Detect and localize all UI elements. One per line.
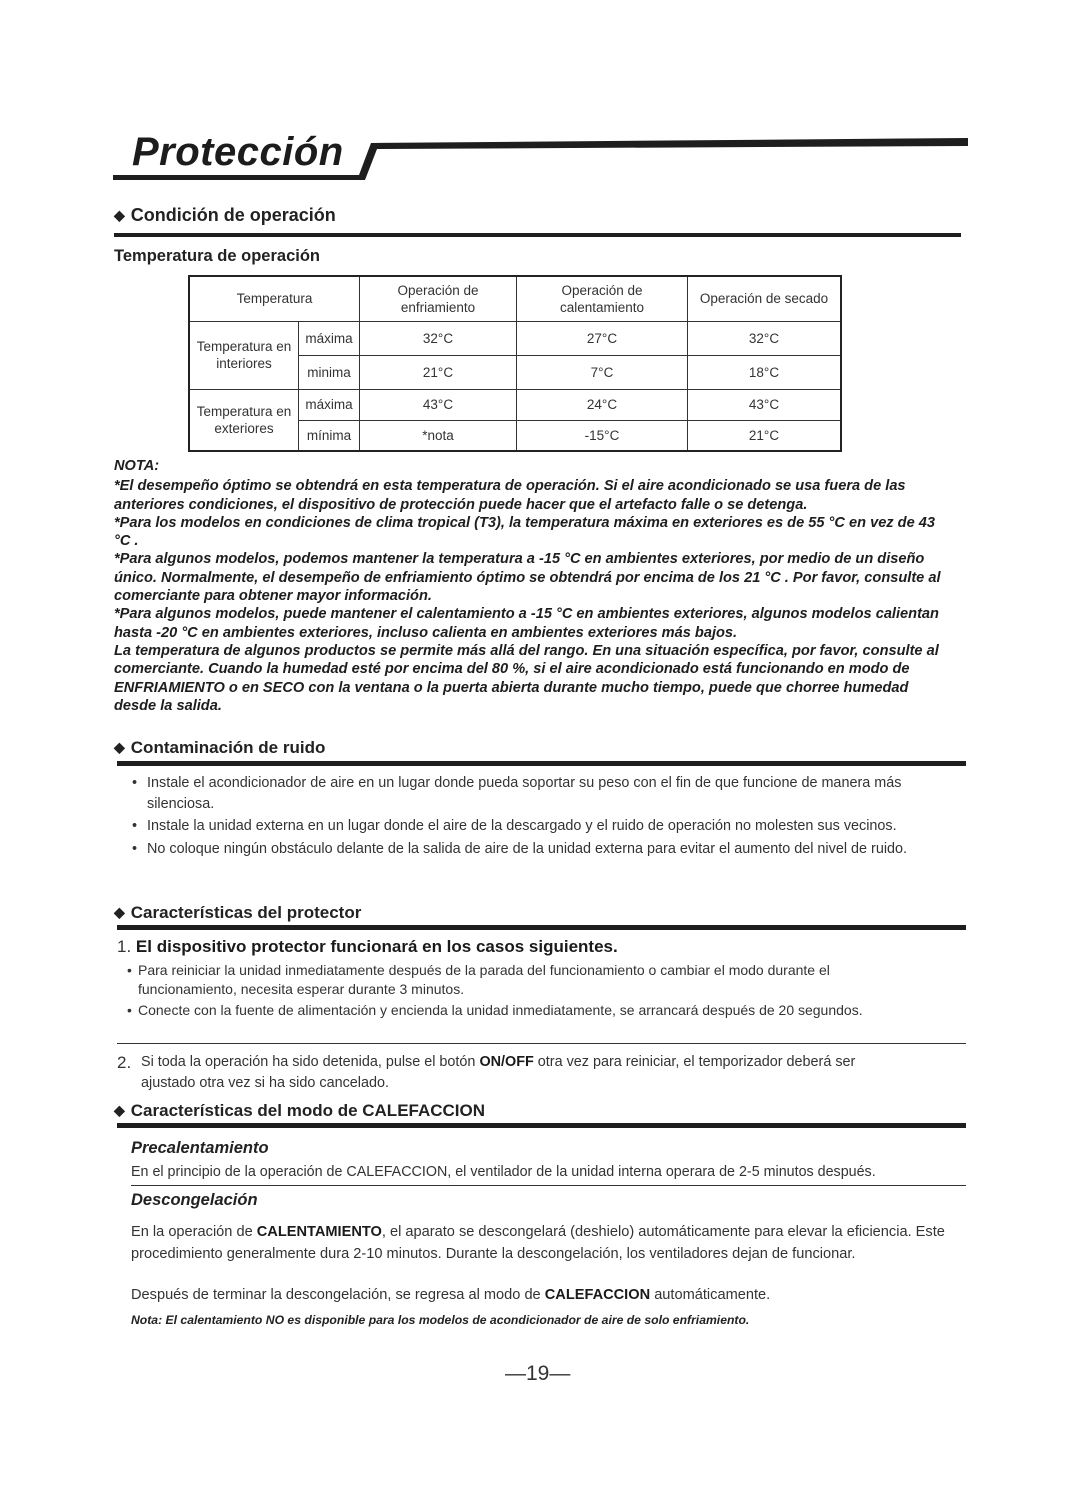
- subheading-operating-temperature: Temperatura de operación: [114, 247, 321, 265]
- dash-right: —: [549, 1362, 571, 1385]
- table-row: [189, 321, 841, 355]
- defrost-paragraph-1: [131, 1222, 946, 1265]
- item-title: El dispositivo protector funcionará en los casos siguientes.: [135, 937, 618, 956]
- page-title: Protección: [132, 130, 344, 174]
- diamond-icon: ◆: [114, 739, 125, 755]
- section-heading-text: Contaminación de ruido: [130, 738, 326, 757]
- header-cooling: [360, 276, 517, 321]
- list-item-text: Conecte con la fuente de alimentación y encienda la unidad inmediatamente, se arrancará después de 20 segundos.: [138, 1002, 863, 1018]
- header-temperature: Temperatura: [189, 276, 360, 321]
- note-item: La temperatura de algunos productos se permite más allá del rango. En una situación específica, por favor, consulte al comerciante. Cuando la humedad esté por encima del 80 %, si el aire acondicionado está funcionando en modo de ENFRIAMIENTO o en SECO con la ventana o la puerta abierta durante mucho tiempo, puede que chorree humedad desde la salida.: [114, 642, 939, 714]
- header-heating-line2: calentamiento: [559, 299, 645, 315]
- note-item: *El desempeño óptimo se obtendrá en esta temperatura de operación. Si el aire acondicionado se usa fuera de las anteriores condiciones, el dispositivo de protección puede hacer que el artefacto falle o se detenga.: [114, 478, 906, 513]
- cell-drying: 18°C: [688, 355, 842, 389]
- section-heading-heating-mode: [114, 1101, 485, 1121]
- section-divider: [117, 761, 966, 766]
- text-bold: CALEFACCION: [544, 1287, 651, 1303]
- cell-drying: 21°C: [688, 420, 842, 451]
- diamond-icon: ◆: [114, 1102, 125, 1118]
- text-fragment: , el aparato se descongelará (deshielo) automáticamente para elevar la eficiencia. Este procedimiento generalmente dura 2-10 minutos. Durante la descongelación, los ventiladores dejan de funcionar.: [131, 1224, 945, 1262]
- header-cooling-line2: enfriamiento: [400, 299, 476, 315]
- list-item-text: Instale la unidad externa en un lugar donde el aire de la descargado y el ruido de operación no molesten sus vecinos.: [147, 818, 897, 834]
- header-cooling-line1: Operación de: [397, 282, 479, 298]
- section-heading-protector: [114, 903, 361, 923]
- group-label-line2: interiores: [216, 356, 272, 371]
- table-row: [189, 389, 841, 420]
- header-drying: Operación de secado: [688, 276, 842, 321]
- row-group-label-indoor: [189, 321, 299, 389]
- text-fragment: En la operación de: [131, 1224, 257, 1240]
- section-divider: [117, 925, 966, 930]
- section-heading-text: Condición de operación: [130, 205, 336, 225]
- cell-heating: -15°C: [517, 420, 688, 451]
- note-item: *Para algunos modelos, puede mantener el calentamiento a -15 °C en ambientes exteriores, algunos modelos calientan hasta -20 °C en ambientes exteriores, incluso calienta en ambientes exteriores más bajos.: [114, 606, 939, 641]
- bullet-icon: •: [127, 962, 132, 978]
- page-number: [505, 1362, 570, 1386]
- row-label: mínima: [299, 420, 360, 451]
- group-label-line1: Temperatura en: [196, 339, 292, 354]
- row-label: minima: [299, 355, 360, 389]
- list-item: [132, 816, 932, 837]
- row-label: máxima: [299, 321, 360, 355]
- cell-heating: 24°C: [517, 389, 688, 420]
- defrost-note: Nota: El calentamiento NO es disponible para los modelos de acondicionador de aire de solo enfriamiento.: [131, 1313, 750, 1327]
- noise-list: [132, 773, 932, 861]
- diamond-icon: ◆: [114, 904, 125, 920]
- text-fragment: otra vez para reiniciar, el temporizador deberá ser ajustado otra vez si ha sido cancelado.: [141, 1054, 856, 1091]
- cell-cooling: 43°C: [360, 389, 517, 420]
- cell-heating: 27°C: [517, 321, 688, 355]
- bullet-icon: •: [132, 775, 138, 791]
- note-item: *Para algunos modelos, podemos mantener la temperatura a -15 °C en ambientes exteriores, por medio de un diseño único. Normalmente, el desempeño de enfriamiento óptimo se obtendrá por encima de los 21 °C . Por favor, consulte al comerciante para obtener mayor información.: [114, 551, 941, 605]
- section-divider: [114, 233, 961, 237]
- row-group-label-outdoor: [189, 389, 299, 451]
- protector-bullets: [127, 961, 927, 1022]
- bullet-icon: •: [127, 1002, 132, 1018]
- item-number: 2.: [117, 1053, 132, 1072]
- cell-heating: 7°C: [517, 355, 688, 389]
- row-label: máxima: [299, 389, 360, 420]
- list-item-text: Instale el acondicionador de aire en un lugar donde pueda soportar su peso con el fin de que funcione de manera más silenciosa.: [147, 775, 902, 812]
- table-header-row: [189, 276, 841, 321]
- defrost-paragraph-2: [131, 1285, 946, 1307]
- divider: [131, 1185, 966, 1186]
- note-item: *Para los modelos en condiciones de clima tropical (T3), la temperatura máxima en exteriores es de 55 °C en vez de 43 °C .: [114, 514, 935, 550]
- onoff-button-label: ON/OFF: [479, 1054, 534, 1070]
- list-item-text: Para reiniciar la unidad inmediatamente después de la parada del funcionamiento o cambiar el modo durante el funcionamiento, necesita esperar durante 3 minutos.: [138, 962, 830, 997]
- page-number-value: 19: [526, 1362, 550, 1385]
- preheat-text: [131, 1162, 971, 1184]
- cell-cooling: 32°C: [360, 321, 517, 355]
- header-heating-line1: Operación de: [561, 282, 643, 298]
- cell-cooling: 21°C: [360, 355, 517, 389]
- list-item: [132, 773, 932, 814]
- text-fragment: automáticamente.: [650, 1287, 771, 1303]
- section-heading-noise: [114, 738, 325, 758]
- item-number: 1.: [117, 937, 132, 956]
- divider: [117, 1043, 966, 1044]
- bullet-icon: •: [132, 818, 138, 834]
- section-heading-text: Características del modo de CALEFACCION: [130, 1101, 486, 1120]
- notes-label: NOTA:: [114, 458, 160, 474]
- group-label-line1: Temperatura en: [196, 403, 292, 419]
- diamond-icon: ◆: [114, 207, 125, 223]
- cell-drying: 32°C: [688, 321, 842, 355]
- preheat-text-content: En el principio de la operación de CALEFACCION, el ventilador de la unidad interna operara de 2-5 minutos después.: [131, 1164, 876, 1180]
- text-fragment: Si toda la operación ha sido detenida, pulse el botón: [141, 1054, 480, 1070]
- section-heading-text: Características del protector: [130, 903, 362, 922]
- cell-cooling: *nota: [360, 420, 517, 451]
- bullet-icon: •: [132, 840, 138, 857]
- header-heating: [517, 276, 688, 321]
- text-fragment: Después de terminar la descongelación, se regresa al modo de: [131, 1287, 545, 1303]
- notes-block: [114, 457, 944, 715]
- item-text: [117, 1052, 877, 1094]
- section-heading-operating-condition: [114, 205, 336, 226]
- protector-item-1-title: [117, 937, 618, 957]
- preheat-title: Precalentamiento: [131, 1139, 269, 1157]
- defrost-title: Descongelación: [131, 1191, 258, 1209]
- list-item: [127, 961, 927, 999]
- protector-item-2: [117, 1052, 877, 1094]
- section-divider: [117, 1123, 966, 1128]
- list-item: [127, 1001, 927, 1020]
- cell-drying: 43°C: [688, 389, 842, 420]
- dash-left: —: [505, 1362, 526, 1385]
- list-item-text: No coloque ningún obstáculo delante de la salida de aire de la unidad externa para evitar el aumento del nivel de ruido.: [147, 840, 908, 857]
- operating-temperature-table: [188, 275, 842, 452]
- group-label-line2: exteriores: [214, 420, 274, 436]
- text-bold: CALENTAMIENTO: [256, 1224, 382, 1240]
- list-item: [132, 839, 937, 860]
